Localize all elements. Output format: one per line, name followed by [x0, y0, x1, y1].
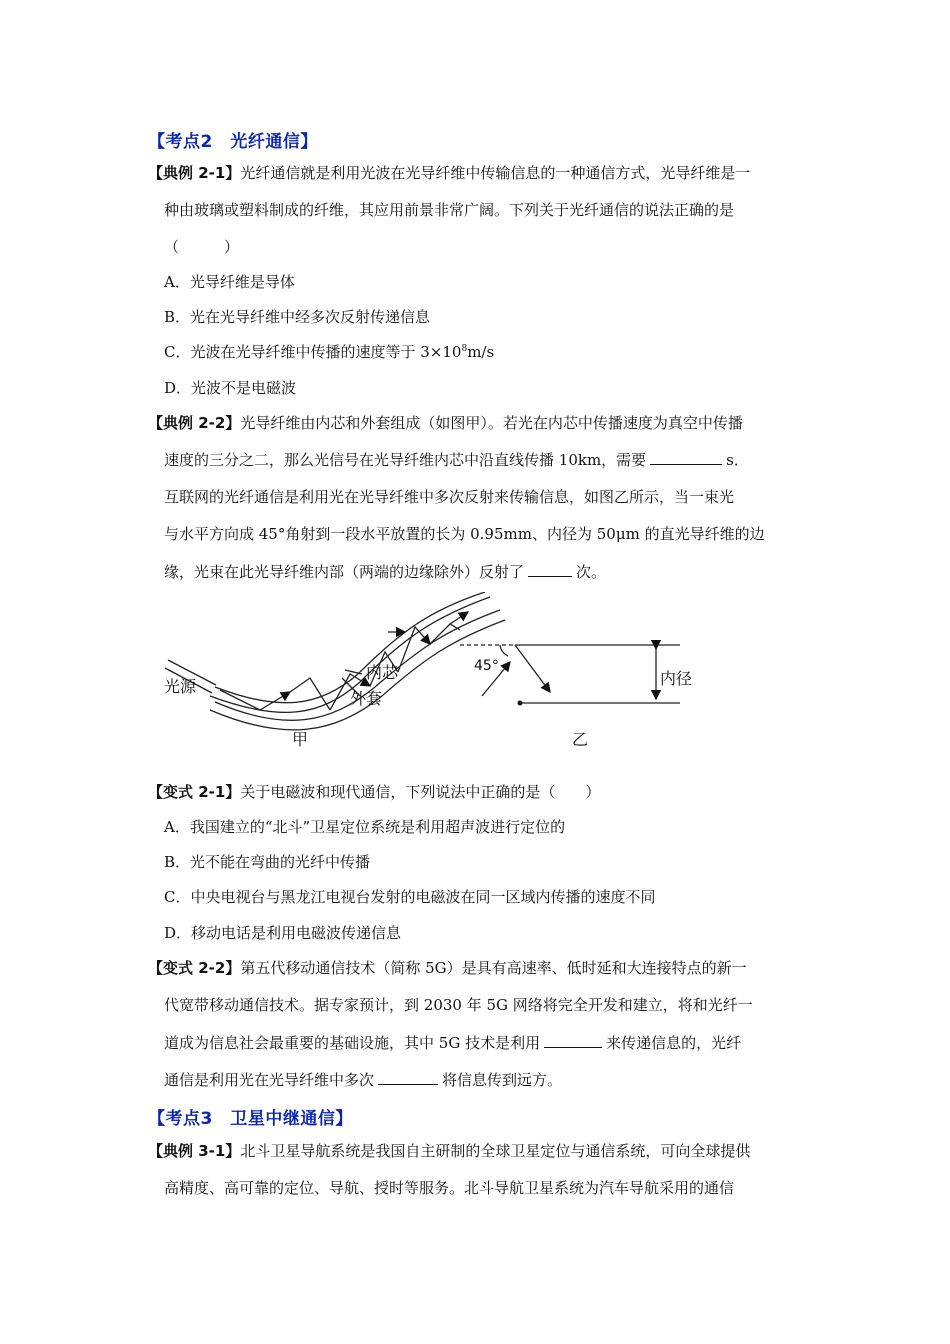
label-source: 光源: [164, 677, 197, 696]
caption-left: 甲: [292, 730, 309, 749]
variant-2-2-line-4: 通信是利用光在光导纤维中多次 将信息传到远方。: [164, 1071, 563, 1089]
variant-2-2-line-1: 【变式 2-2】第五代移动通信技术（简称 5G）是具有高速率、低时延和大连接特点的新一: [148, 959, 747, 977]
example-2-1-line-2: 种由玻璃或塑料制成的纤维，其应用前景非常广阔。下列关于光纤通信的说法正确的是: [164, 201, 735, 219]
example-2-2-line-4: 与水平方向成 45°角射到一段水平放置的长为 0.95mm、内径为 50μm 的直光导纤维的边: [164, 525, 765, 543]
fill-blank: [650, 450, 722, 465]
answer-paren: （ ）: [164, 238, 240, 256]
example-3-1-line-2: 高精度、高可靠的定位、导航、授时等服务。北斗导航卫星系统为汽车导航采用的通信: [164, 1179, 735, 1197]
example-2-2-line-3: 互联网的光纤通信是利用光在光导纤维中多次反射来传输信息，如图乙所示，当一束光: [164, 488, 735, 506]
caption-right: 乙: [572, 730, 589, 749]
example-3-1-line-1: 【典例 3-1】北斗卫星导航系统是我国自主研制的全球卫星定位与通信系统，可向全球提供: [148, 1142, 751, 1160]
option-c: C．光波在光导纤维中传播的速度等于 $3\times 10^8m/s$: [164, 343, 495, 361]
section-heading-3: 【考点3 卫星中继通信】: [148, 1109, 353, 1129]
fill-blank: [544, 1033, 602, 1048]
reflected-ray: [515, 645, 550, 692]
option-b: B．光在光导纤维中经多次反射传递信息: [164, 308, 431, 326]
angle-arc: [500, 645, 508, 656]
fill-blank: [378, 1070, 438, 1085]
section-heading-2: 【考点2 光纤通信】: [148, 132, 318, 152]
option-b: B．光不能在弯曲的光纤中传播: [164, 853, 371, 871]
example-tag: 【典例 2-1】: [148, 164, 241, 182]
optical-fiber-figure: [160, 592, 720, 762]
option-d: D．移动电话是利用电磁波传递信息: [164, 924, 402, 942]
example-2-2-line-2: 速度的三分之二，那么光信号在光导纤维内芯中沿直线传播 10km，需要 s．: [164, 451, 749, 469]
label-diameter: 内径: [660, 669, 693, 688]
example-2-2-line-1: 【典例 2-2】光导纤维由内芯和外套组成（如图甲）。若光在内芯中传播速度为真空中传播: [148, 414, 743, 432]
label-angle: 45°: [474, 658, 499, 674]
variant-2-1-line-1: 【变式 2-1】关于电磁波和现代通信，下列说法中正确的是（ ）: [148, 783, 601, 801]
example-2-2-line-5: 缘，光束在此光导纤维内部（两端的边缘除外）反射了 次。: [164, 563, 607, 581]
example-tag: 【典例 2-2】: [148, 414, 241, 432]
option-d: D．光波不是电磁波: [164, 379, 297, 397]
option-a: A．我国建立的“北斗”卫星定位系统是利用超声波进行定位的: [164, 818, 566, 836]
example-2-1-line-1: 【典例 2-1】光纤通信就是利用光波在光导纤维中传输信息的一种通信方式，光导纤维是一: [148, 164, 751, 182]
example-tag: 【典例 3-1】: [148, 1142, 241, 1160]
option-c: C．中央电视台与黑龙江电视台发射的电磁波在同一区域内传播的速度不同: [164, 888, 656, 906]
label-core: 内芯: [366, 663, 399, 682]
variant-2-2-line-3: 道成为信息社会最重要的基础设施，其中 5G 技术是利用 来传递信息的，光纤: [164, 1034, 742, 1052]
option-a: A．光导纤维是导体: [164, 273, 295, 291]
variant-tag: 【变式 2-1】: [148, 783, 241, 801]
variant-2-2-line-2: 代宽带移动通信技术。据专家预计，到 2030 年 5G 网络将完全开发和建立，将和光纤一: [164, 996, 753, 1014]
label-cladding: 外套: [350, 689, 383, 708]
fill-blank: [528, 562, 572, 577]
fiber-diagram-left: [165, 592, 505, 730]
fiber-diagram-right: [460, 645, 680, 706]
variant-tag: 【变式 2-2】: [148, 959, 241, 977]
